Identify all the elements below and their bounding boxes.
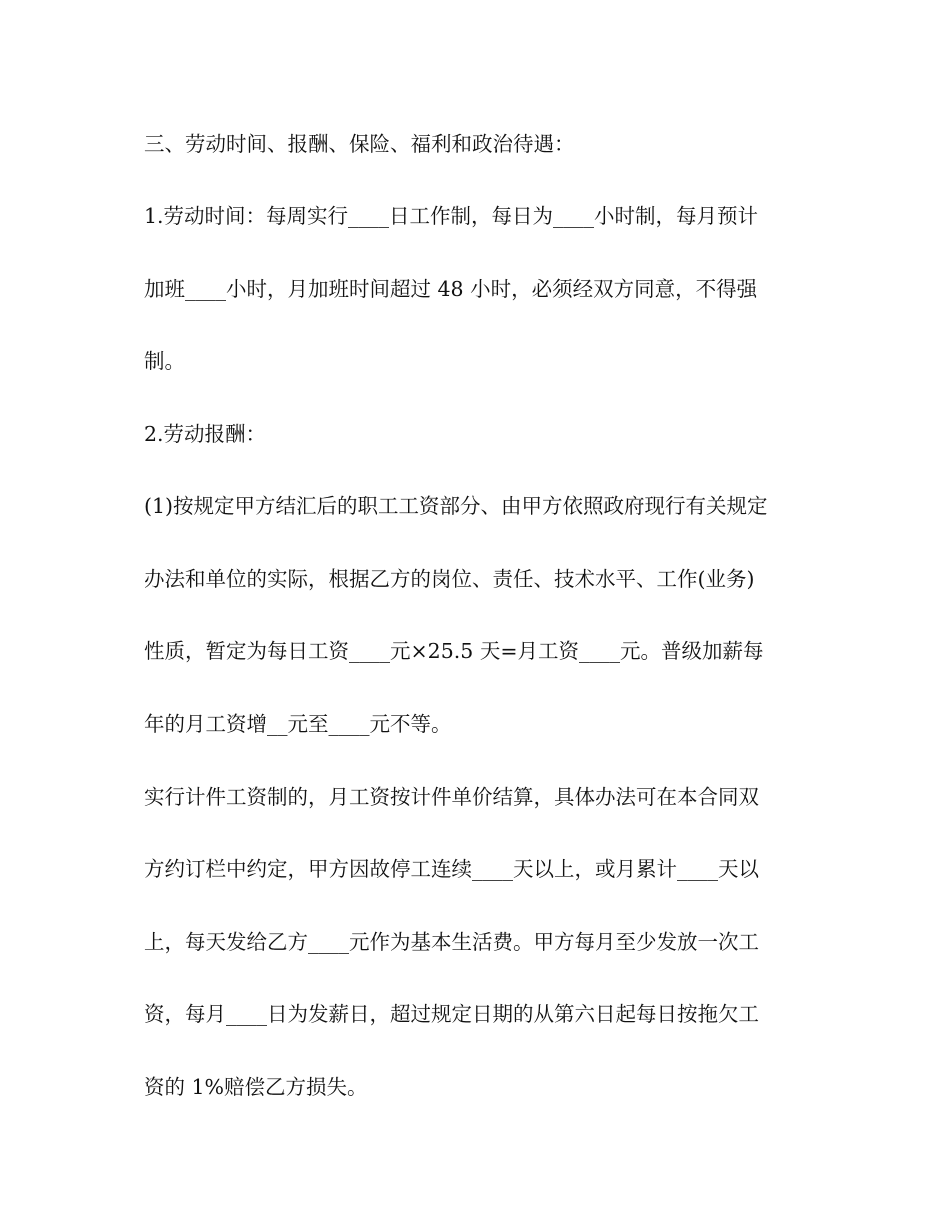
paragraph-line: 上，每天发给乙方____元作为基本生活费。甲方每月至少发放一次工 [144,930,759,954]
paragraph-line: 实行计件工资制的，月工资按计件单价结算，具体办法可在本合同双 [144,785,759,809]
subheading-labor-pay: 2.劳动报酬： [144,422,267,446]
paragraph-line: 办法和单位的实际，根据乙方的岗位、责任、技术水平、工作(业务) [144,567,755,591]
paragraph-line: 资的 1%赔偿乙方损失。 [144,1075,368,1099]
paragraph-line: 方约订栏中约定，甲方因故停工连续____天以上，或月累计____天以 [144,857,759,881]
paragraph-line: 年的月工资增__元至____元不等。 [144,712,452,736]
paragraph-line: (1)按规定甲方结汇后的职工工资部分、由甲方依照政府现行有关规定 [144,494,768,518]
paragraph-line: 加班____小时，月加班时间超过 48 小时，必须经双方同意，不得强 [144,277,758,301]
paragraph-line: 制。 [144,349,185,373]
paragraph-line: 1.劳动时间：每周实行____日工作制，每日为____小时制，每月预计 [144,204,759,228]
section-heading-3: 三、劳动时间、报酬、保险、福利和政治待遇： [144,132,575,156]
paragraph-line: 性质，暂定为每日工资____元×25.5 天=月工资____元。普级加薪每 [144,639,764,663]
paragraph-line: 资，每月____日为发薪日，超过规定日期的从第六日起每日按拖欠工 [144,1002,759,1026]
